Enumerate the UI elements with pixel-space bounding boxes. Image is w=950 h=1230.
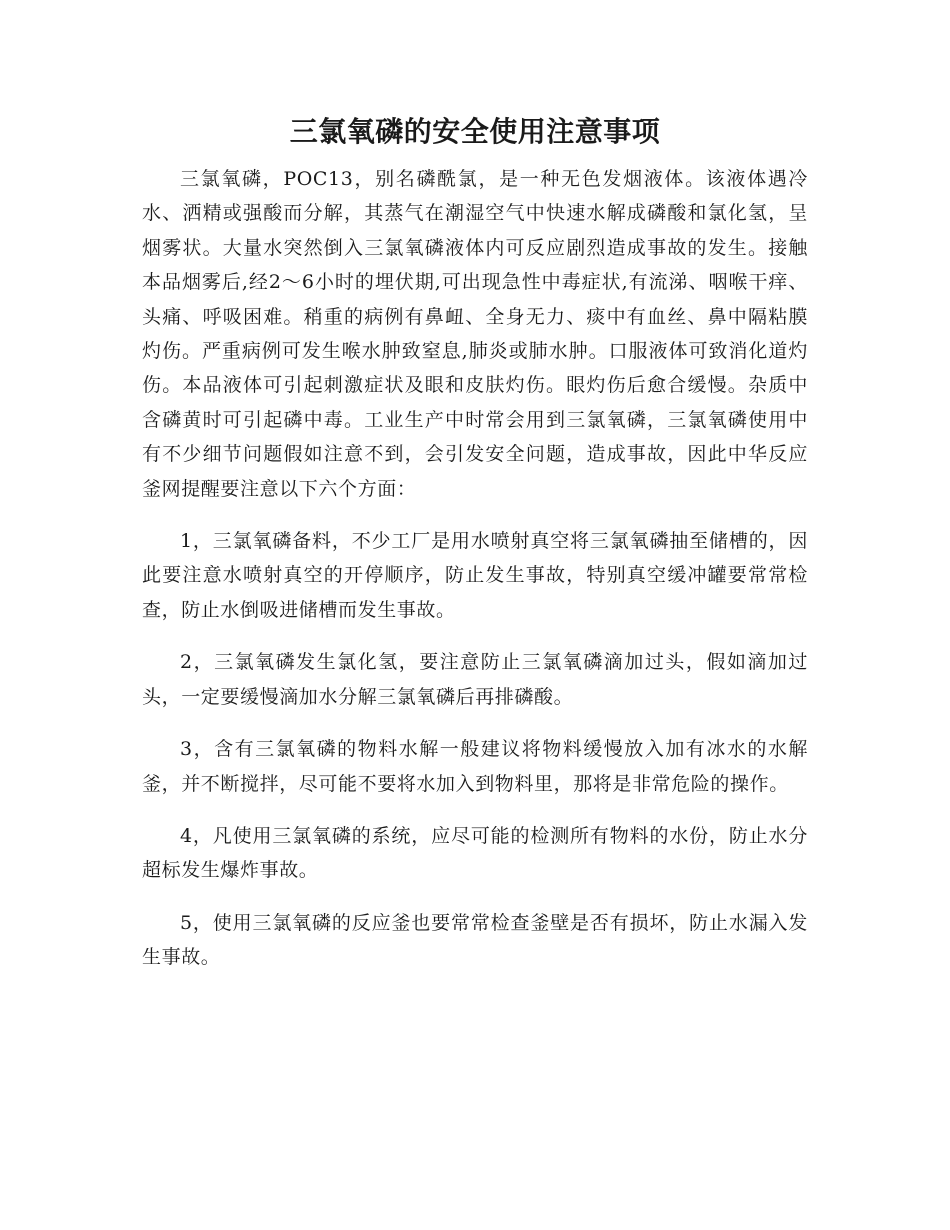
list-item: 1，三氯氧磷备料，不少工厂是用水喷射真空将三氯氧磷抽至储槽的，因此要注意水喷射真空的开停顺序，防止发生事故，特别真空缓冲罐要常常检查，防止水倒吸进储槽而发生事故。 — [142, 530, 808, 621]
list-item: 3，含有三氯氧磷的物料水解一般建议将物料缓慢放入加有冰水的水解釜，并不断搅拌，尽可能不要将水加入到物料里，那将是非常危险的操作。 — [142, 738, 808, 795]
list-item: 4，凡使用三氯氧磷的系统，应尽可能的检测所有物料的水份，防止水分超标发生爆炸事故。 — [142, 824, 808, 882]
intro-paragraph: 三氯氧磷，POC13，别名磷酰氯，是一种无色发烟液体。该液体遇冷水、洒精或强酸而分解，其蒸气在潮湿空气中快速水解成磷酸和氯化氢，呈烟雾状。大量水突然倒入三氯氧磷液体内可反应剧烈造成事故的发生。接触本品烟雾后,经2～6小时的埋伏期,可出现急性中毒症状,有流涕、咽喉干痒、头痛、呼吸困难。稍重的病例有鼻衄、全身无力、痰中有血丝、鼻中隔粘膜灼伤。严重病例可发生喉水肿致窒息,肺炎或肺水肿。口服液体可致消化道灼伤。本品液体可引起刺激症状及眼和皮肤灼伤。眼灼伤后愈合缓慢。杂质中含磷黄时可引起磷中毒。工业生产中时常会用到三氯氧磷，三氯氧磷使用中有不少细节问题假如注意不到，会引发安全问题，造成事故，因此中华反应釜网提醒要注意以下六个方面： — [142, 168, 808, 500]
document-title: 三氯氧磷的安全使用注意事项 — [289, 115, 661, 148]
list-item: 5，使用三氯氧磷的反应釜也要常常检查釜壁是否有损坏，防止水漏入发生事故。 — [142, 911, 808, 969]
list-item: 2，三氯氧磷发生氯化氢，要注意防止三氯氧磷滴加过头，假如滴加过头，一定要缓慢滴加水分解三氯氧磷后再排磷酸。 — [142, 651, 808, 708]
document-page — [142, 112, 808, 975]
